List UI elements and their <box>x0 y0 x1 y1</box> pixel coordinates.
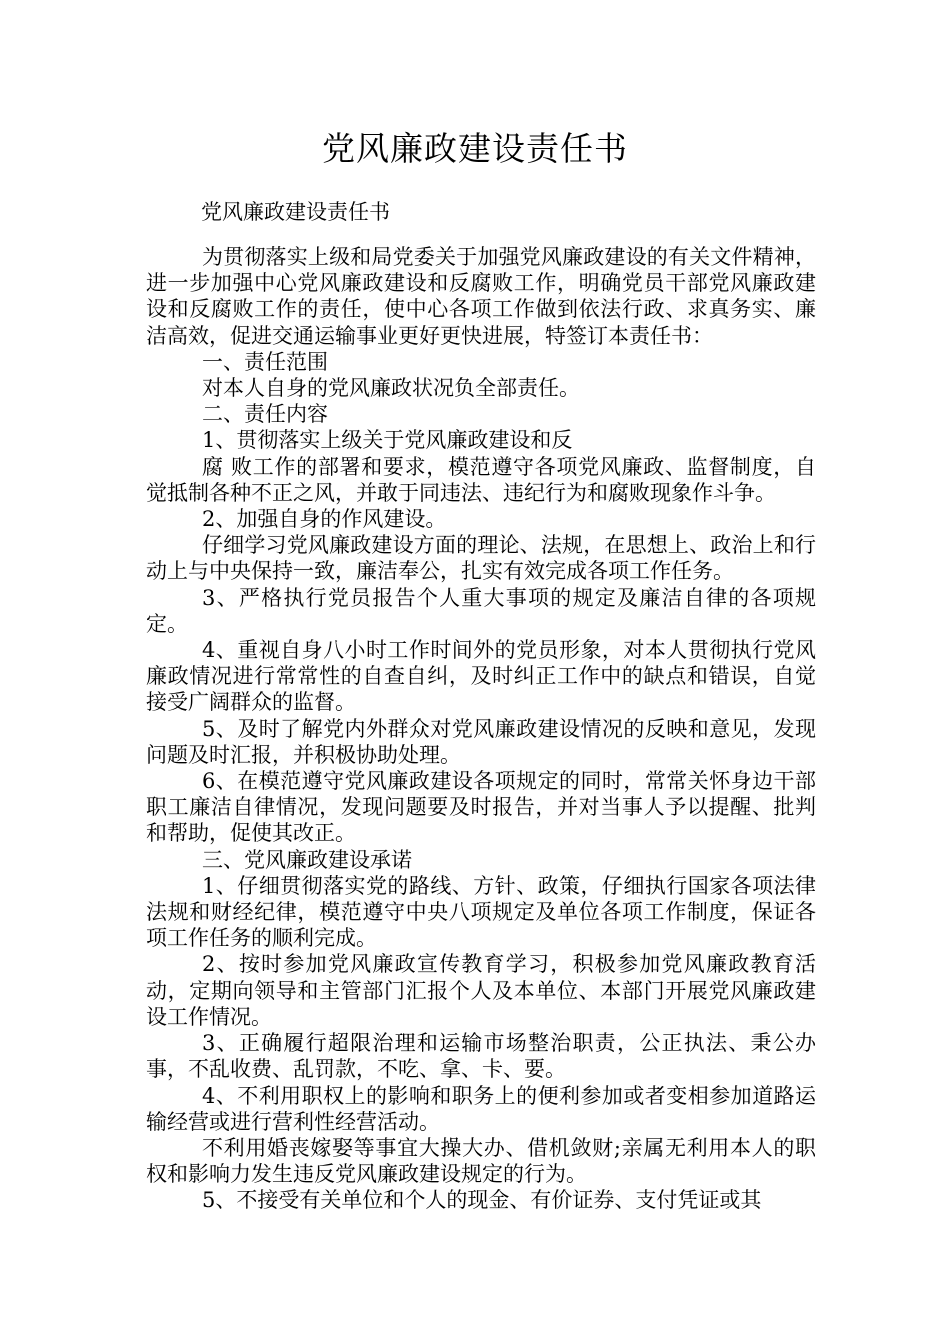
paragraph: 2、加强自身的作风建设。 <box>202 507 447 532</box>
paragraph: 仔细学习党风廉政建设方面的理论、法规，在思想上、政治上和行动上与中央保持一致，廉洁奉公，扎实有效完成各项工作任务。 <box>146 533 816 584</box>
paragraph: 1、仔细贯彻落实党的路线、方针、政策，仔细执行国家各项法律法规和财经纪律，模范遵守中央八项规定及单位各项工作制度，保证各项工作任务的顺利完成。 <box>146 873 816 951</box>
paragraph: 4、重视自身八小时工作时间外的党员形象，对本人贯彻执行党风廉政情况进行常常性的自查自纠，及时纠正工作中的缺点和错误，自觉接受广阔群众的监督。 <box>146 638 816 715</box>
paragraph: 3、严格执行党员报告个人重大事项的规定及廉洁自律的各项规定。 <box>146 585 816 636</box>
paragraph: 1、贯彻落实上级关于党风廉政建设和反 <box>202 428 573 453</box>
paragraph: 不利用婚丧嫁娶等事宜大操大办、借机敛财;亲属无利用本人的职权和影响力发生违反党风廉政建设规定的行为。 <box>146 1135 816 1187</box>
section-heading: 二、责任内容 <box>202 402 328 427</box>
paragraph: 6、在模范遵守党风廉政建设各项规定的同时，常常关怀身边干部职工廉洁自律情况，发现问题要及时报告，并对当事人予以提醒、批判和帮助，促使其改正。 <box>146 769 816 846</box>
section-heading: 一、责任范围 <box>202 349 328 374</box>
document-body <box>146 244 816 1214</box>
section-heading: 三、党风廉政建设承诺 <box>202 847 412 872</box>
document-subtitle: 党风廉政建设责任书 <box>201 200 390 224</box>
paragraph: 3、正确履行超限治理和运输市场整治职责，公正执法、秉公办事，不乱收费、乱罚款，不吃、拿、卡、要。 <box>146 1031 816 1082</box>
paragraph: 5、不接受有关单位和个人的现金、有价证券、支付凭证或其 <box>202 1188 762 1213</box>
paragraph: 2、按时参加党风廉政宣传教育学习，积极参加党风廉政教育活动，定期向领导和主管部门汇报个人及本单位、本部门开展党风廉政建设工作情况。 <box>146 952 816 1029</box>
paragraph: 5、及时了解党内外群众对党风廉政建设情况的反映和意见，发现问题及时汇报，并积极协助处理。 <box>146 716 816 767</box>
paragraph: 腐 败工作的部署和要求，模范遵守各项党风廉政、监督制度，自觉抵制各种不正之风，并敢于同违法、违纪行为和腐败现象作斗争。 <box>146 454 816 505</box>
paragraph: 对本人自身的党风廉政状况负全部责任。 <box>202 376 580 401</box>
paragraph: 4、不利用职权上的影响和职务上的便利参加或者变相参加道路运输经营或进行营利性经营活动。 <box>146 1083 816 1134</box>
document-title: 党风廉政建设责任书 <box>322 129 628 168</box>
paragraph: 为贯彻落实上级和局党委关于加强党风廉政建设的有关文件精神，进一步加强中心党风廉政建设和反腐败工作，明确党员干部党风廉政建设和反腐败工作的责任，使中心各项工作做到依法行政、求真务实、廉洁高效，促进交通运输事业更好更快进展，特签订本责任书： <box>146 245 816 348</box>
